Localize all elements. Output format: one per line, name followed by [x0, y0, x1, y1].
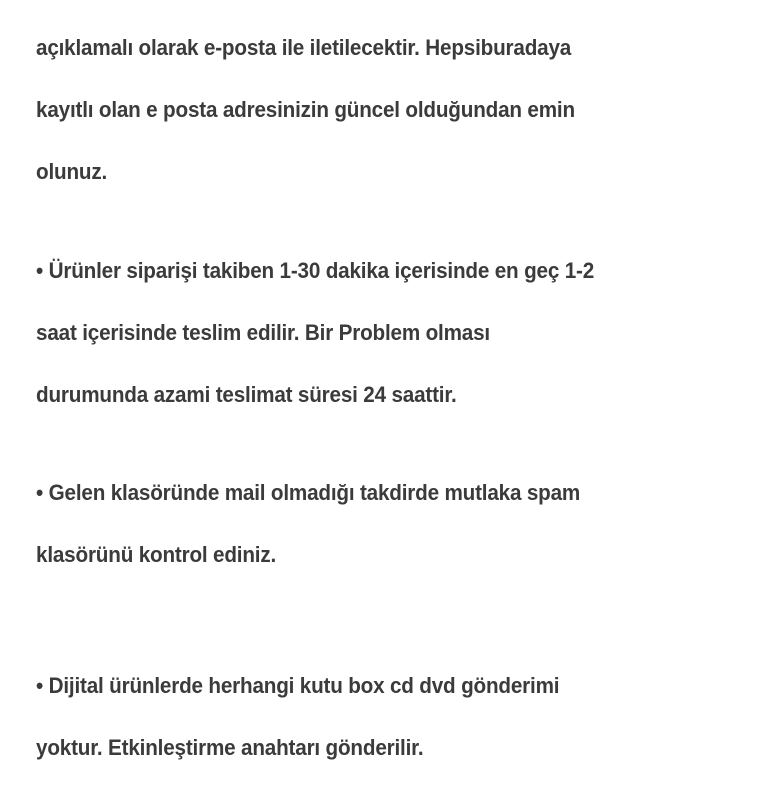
paragraph-email-notice [36, 1, 713, 218]
text-line: • Ürünler siparişi takiben 1-30 dakika içerisinde en geç 1-2 [36, 258, 595, 283]
text-line: saat içerisinde teslim edilir. Bir Problem olması [36, 320, 490, 345]
bullet-digital-products [36, 639, 713, 794]
text-line: açıklamalı olarak e-posta ile iletilecektir. Hepsiburadaya [36, 35, 572, 60]
text-line: kayıtlı olan e posta adresinizin güncel olduğundan emin [36, 97, 575, 122]
text-line: • Gelen klasöründe mail olmadığı takdirde mutlaka spam [36, 480, 581, 505]
text-line: • Dijital ürünlerde herhangi kutu box cd dvd gönderimi [36, 673, 560, 698]
bullet-delivery-time [36, 224, 713, 441]
bullet-spam-folder [36, 446, 713, 601]
text-line: olunuz. [36, 159, 108, 184]
text-line: yoktur. Etkinleştirme anahtarı gönderilir. [36, 735, 424, 760]
text-line: durumunda azami teslimat süresi 24 saattir. [36, 382, 457, 407]
text-line: klasörünü kontrol ediniz. [36, 542, 277, 567]
